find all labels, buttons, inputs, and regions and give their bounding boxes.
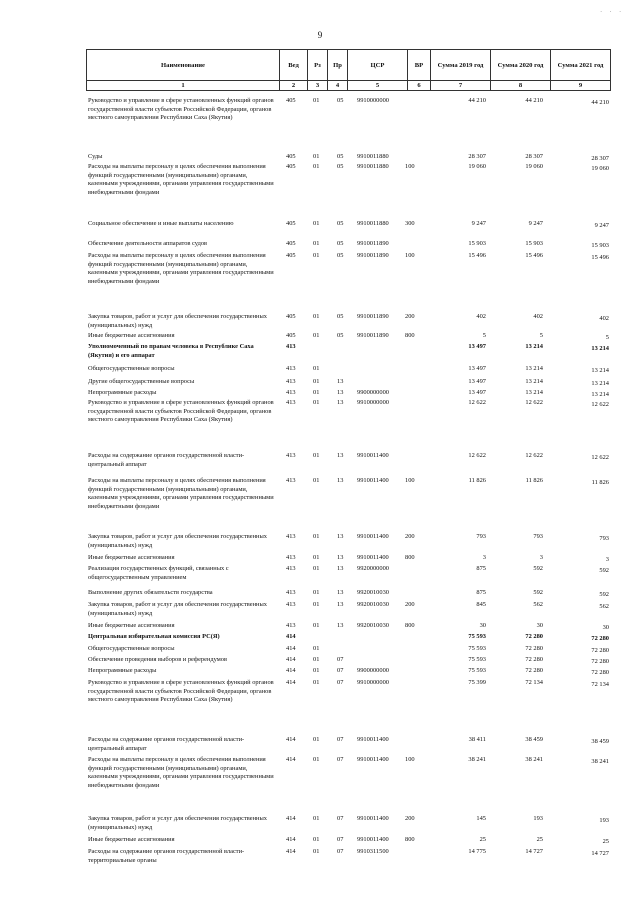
header-name: Наименование: [87, 50, 280, 81]
row-csr: 9900000000: [357, 667, 389, 674]
row-sum-2020: 30: [536, 622, 543, 629]
row-ved: 405: [286, 153, 296, 160]
row-ved: 414: [286, 836, 296, 843]
row-pr: 13: [337, 533, 344, 540]
row-name: Непрограммные расходы: [88, 389, 157, 396]
row-csr: 9910011890: [357, 313, 389, 320]
row-ved: 414: [286, 633, 296, 640]
row-sum-2020: 193: [533, 815, 543, 822]
row-rz: 01: [313, 622, 320, 629]
row-sum-2019: 15 903: [468, 240, 486, 247]
row-ved: 414: [286, 756, 296, 763]
row-ved: 413: [286, 622, 296, 629]
row-ved: 405: [286, 332, 296, 339]
row-sum-2021: 15 496: [591, 254, 609, 261]
row-ved: 405: [286, 240, 296, 247]
header-number: 1: [87, 81, 280, 91]
row-sum-2019: 28 307: [468, 153, 486, 160]
row-sum-2019: 75 593: [468, 656, 486, 663]
row-name: Общегосударственные вопросы: [88, 365, 175, 372]
row-sum-2021: 9 247: [594, 222, 609, 229]
row-sum-2019: 13 497: [468, 365, 486, 372]
row-sum-2019: 15 496: [468, 252, 486, 259]
row-ved: 405: [286, 252, 296, 259]
row-rz: 01: [313, 220, 320, 227]
row-ved: 413: [286, 389, 296, 396]
row-rz: 01: [313, 836, 320, 843]
row-csr: 9910011890: [357, 240, 389, 247]
row-sum-2021: 562: [599, 603, 609, 610]
row-sum-2021: 15 903: [591, 242, 609, 249]
row-sum-2021: 28 307: [591, 155, 609, 162]
row-pr: 07: [337, 656, 344, 663]
row-ved: 405: [286, 220, 296, 227]
row-sum-2021: 13 214: [591, 391, 609, 398]
header-ved: Вед: [280, 50, 308, 81]
row-pr: 13: [337, 399, 344, 406]
row-pr: 05: [337, 313, 344, 320]
row-name: Расходы на выплаты персоналу в целях обеспечения выполнения функций государственными (муниципальными) органами, казенными учреждениями, органами управления государственными внебюджетными фондами: [88, 756, 274, 789]
row-name: Расходы на выплаты персоналу в целях обеспечения выполнения функций государственными (муниципальными) органами, казенными учреждениями, органами управления государственными внебюджетными фондами: [88, 477, 274, 510]
row-ved: 413: [286, 601, 296, 608]
row-rz: 01: [313, 389, 320, 396]
row-sum-2019: 9 247: [471, 220, 486, 227]
row-pr: 05: [337, 332, 344, 339]
row-csr: 9920010030: [357, 622, 389, 629]
row-sum-2021: 38 241: [591, 758, 609, 765]
row-sum-2020: 72 280: [525, 633, 543, 640]
row-rz: 01: [313, 97, 320, 104]
row-vr: 100: [405, 477, 415, 484]
row-sum-2019: 875: [476, 589, 486, 596]
row-name: Расходы на содержание органов государственной власти- центральный аппарат: [88, 452, 245, 468]
header-number: 5: [348, 81, 408, 91]
row-sum-2020: 12 622: [525, 452, 543, 459]
row-sum-2019: 845: [476, 601, 486, 608]
row-pr: 07: [337, 736, 344, 743]
row-sum-2019: 793: [476, 533, 486, 540]
row-sum-2021: 72 280: [591, 669, 609, 676]
row-name: Обеспечение деятельности аппаратов судов: [88, 240, 208, 247]
row-sum-2021: 72 280: [591, 658, 609, 665]
row-name: Руководство и управление в сфере установленных функций органов государственной власти субъектов Российской Федерации, органов местного самоуправления Республики Саха (Якутия): [88, 97, 274, 122]
row-vr: 100: [405, 252, 415, 259]
row-pr: 07: [337, 679, 344, 686]
row-sum-2020: 793: [533, 533, 543, 540]
row-name: Иные бюджетные ассигнования: [88, 836, 175, 843]
header-number: 2: [280, 81, 308, 91]
row-sum-2021: 72 280: [591, 635, 609, 642]
row-rz: 01: [313, 240, 320, 247]
row-sum-2021: 13 214: [591, 380, 609, 387]
row-name: Выполнение других обязательств государства: [88, 589, 213, 596]
row-csr: 9910011400: [357, 815, 389, 822]
row-name: Расходы на содержание органов государственной власти- территориальные органы: [88, 848, 245, 864]
row-vr: 800: [405, 836, 415, 843]
row-pr: 07: [337, 815, 344, 822]
row-sum-2020: 19 060: [525, 163, 543, 170]
row-rz: 01: [313, 365, 320, 372]
row-pr: 05: [337, 240, 344, 247]
row-sum-2021: 44 210: [591, 99, 609, 106]
row-pr: 13: [337, 554, 344, 561]
row-sum-2020: 25: [536, 836, 543, 843]
header-sum-2021: Сумма 2021 год: [551, 50, 611, 81]
row-sum-2021: 72 280: [591, 647, 609, 654]
row-csr: 9910011400: [357, 452, 389, 459]
row-rz: 01: [313, 332, 320, 339]
row-csr: 9910011400: [357, 836, 389, 843]
row-rz: 01: [313, 477, 320, 484]
row-sum-2021: 19 060: [591, 165, 609, 172]
row-ved: 413: [286, 533, 296, 540]
row-pr: 05: [337, 252, 344, 259]
row-sum-2020: 592: [533, 565, 543, 572]
row-pr: 13: [337, 622, 344, 629]
row-sum-2019: 5: [482, 332, 486, 339]
row-name: Общегосударственные вопросы: [88, 645, 175, 652]
row-rz: 01: [313, 848, 320, 855]
row-sum-2020: 38 241: [525, 756, 543, 763]
row-pr: 05: [337, 220, 344, 227]
row-pr: 05: [337, 153, 344, 160]
header-number: 7: [431, 81, 491, 91]
row-ved: 413: [286, 365, 296, 372]
row-csr: 9920010030: [357, 589, 389, 596]
row-csr: 9910000000: [357, 399, 389, 406]
header-csr: ЦСР: [348, 50, 408, 81]
row-ved: 413: [286, 477, 296, 484]
row-ved: 414: [286, 656, 296, 663]
row-sum-2020: 72 280: [525, 656, 543, 663]
row-csr: 9910011890: [357, 252, 389, 259]
row-ved: 413: [286, 399, 296, 406]
row-sum-2019: 13 497: [468, 343, 486, 350]
row-sum-2019: 12 622: [468, 399, 486, 406]
row-pr: 13: [337, 389, 344, 396]
row-csr: 9920000000: [357, 565, 389, 572]
row-sum-2019: 13 497: [468, 389, 486, 396]
row-vr: 200: [405, 533, 415, 540]
row-name: Иные бюджетные ассигнования: [88, 554, 175, 561]
row-sum-2021: 592: [599, 591, 609, 598]
row-sum-2020: 562: [533, 601, 543, 608]
row-sum-2021: 193: [599, 817, 609, 824]
row-sum-2019: 75 399: [468, 679, 486, 686]
row-rz: 01: [313, 756, 320, 763]
row-sum-2021: 11 826: [591, 479, 609, 486]
row-sum-2019: 12 622: [468, 452, 486, 459]
row-name: Социальное обеспечение и иные выплаты населению: [88, 220, 234, 227]
row-name: Иные бюджетные ассигнования: [88, 622, 175, 629]
row-sum-2019: 145: [476, 815, 486, 822]
header-sum-2020: Сумма 2020 год: [491, 50, 551, 81]
row-pr: 13: [337, 565, 344, 572]
row-name: Закупка товаров, работ и услуг для обеспечения государственных (муниципальных) нужд: [88, 313, 267, 329]
header-number: 9: [551, 81, 611, 91]
row-sum-2020: 13 214: [525, 389, 543, 396]
row-rz: 01: [313, 554, 320, 561]
row-sum-2021: 3: [605, 556, 609, 563]
row-sum-2021: 13 214: [591, 345, 609, 352]
row-ved: 405: [286, 97, 296, 104]
row-vr: 200: [405, 313, 415, 320]
row-sum-2020: 38 459: [525, 736, 543, 743]
row-rz: 01: [313, 252, 320, 259]
row-pr: 13: [337, 477, 344, 484]
row-rz: 01: [313, 313, 320, 320]
row-sum-2019: 75 593: [468, 667, 486, 674]
row-sum-2020: 14 727: [525, 848, 543, 855]
header-vr: ВР: [408, 50, 431, 81]
row-sum-2021: 72 134: [591, 681, 609, 688]
row-sum-2020: 592: [533, 589, 543, 596]
row-vr: 800: [405, 332, 415, 339]
row-vr: 800: [405, 554, 415, 561]
row-sum-2021: 25: [602, 838, 609, 845]
row-ved: 413: [286, 589, 296, 596]
row-name: Иные бюджетные ассигнования: [88, 332, 175, 339]
row-sum-2021: 38 459: [591, 738, 609, 745]
row-name: Центральная избирательная комиссия РС(Я): [88, 633, 220, 640]
row-name: Расходы на содержание органов государственной власти- центральный аппарат: [88, 736, 245, 752]
row-sum-2020: 28 307: [525, 153, 543, 160]
row-csr: 9910000000: [357, 679, 389, 686]
row-ved: 413: [286, 452, 296, 459]
row-rz: 01: [313, 736, 320, 743]
header-number: 4: [328, 81, 348, 91]
row-sum-2020: 13 214: [525, 343, 543, 350]
row-sum-2019: 38 241: [468, 756, 486, 763]
row-sum-2020: 72 280: [525, 645, 543, 652]
row-sum-2019: 402: [476, 313, 486, 320]
row-sum-2020: 15 903: [525, 240, 543, 247]
row-pr: 05: [337, 97, 344, 104]
row-sum-2021: 14 727: [591, 850, 609, 857]
row-sum-2020: 13 214: [525, 378, 543, 385]
row-sum-2021: 793: [599, 535, 609, 542]
header-number: 6: [408, 81, 431, 91]
row-name: Закупка товаров, работ и услуг для обеспечения государственных (муниципальных) нужд: [88, 533, 267, 549]
header-rz: Рз: [308, 50, 328, 81]
row-pr: 13: [337, 589, 344, 596]
row-pr: 07: [337, 667, 344, 674]
row-sum-2020: 72 280: [525, 667, 543, 674]
row-vr: 100: [405, 756, 415, 763]
row-ved: 414: [286, 667, 296, 674]
row-sum-2020: 44 210: [525, 97, 543, 104]
row-rz: 01: [313, 163, 320, 170]
row-rz: 01: [313, 815, 320, 822]
row-ved: 414: [286, 736, 296, 743]
row-sum-2021: 12 622: [591, 401, 609, 408]
row-ved: 413: [286, 378, 296, 385]
row-csr: 9910011890: [357, 332, 389, 339]
header-number: 8: [491, 81, 551, 91]
row-pr: 13: [337, 378, 344, 385]
row-sum-2019: 14 775: [468, 848, 486, 855]
row-sum-2020: 11 826: [525, 477, 543, 484]
row-sum-2021: 13 214: [591, 367, 609, 374]
row-sum-2019: 75 593: [468, 633, 486, 640]
row-name: Руководство и управление в сфере установленных функций органов государственной власти субъектов Российской Федерации, органов местного самоуправления Республики Саха (Якутия): [88, 399, 274, 424]
row-rz: 01: [313, 601, 320, 608]
row-sum-2019: 44 210: [468, 97, 486, 104]
row-name: Суды: [88, 153, 103, 160]
row-name: Уполномоченный по правам человека в Республике Саха (Якутия) и его аппарат: [88, 343, 254, 359]
row-sum-2020: 3: [539, 554, 543, 561]
row-rz: 01: [313, 667, 320, 674]
row-ved: 414: [286, 679, 296, 686]
row-pr: 07: [337, 756, 344, 763]
corner-mark: . . .: [600, 6, 624, 14]
header-number: 3: [308, 81, 328, 91]
row-rz: 01: [313, 679, 320, 686]
row-csr: 9910011400: [357, 736, 389, 743]
row-name: Руководство и управление в сфере установленных функций органов государственной власти субъектов Российской Федерации, органов местного самоуправления Республики Саха (Якутия): [88, 679, 274, 704]
header-pr: Пр: [328, 50, 348, 81]
row-rz: 01: [313, 153, 320, 160]
row-sum-2019: 30: [479, 622, 486, 629]
row-name: Другие общегосударственные вопросы: [88, 378, 195, 385]
row-name: Расходы на выплаты персоналу в целях обеспечения выполнения функций государственными (муниципальными) органами, казенными учреждениями, органами управления государственными внебюджетными фондами: [88, 252, 274, 285]
row-name: Реализация государственных функций, связанных с общегосударственным управлением: [88, 565, 229, 581]
row-sum-2021: 5: [605, 334, 609, 341]
row-name: Закупка товаров, работ и услуг для обеспечения государственных (муниципальных) нужд: [88, 815, 267, 831]
row-csr: 9920010030: [357, 601, 389, 608]
row-csr: 9910311500: [357, 848, 389, 855]
header-sum-2019: Сумма 2019 год: [431, 50, 491, 81]
row-sum-2020: 402: [533, 313, 543, 320]
row-pr: 07: [337, 848, 344, 855]
row-csr: 9910011880: [357, 220, 389, 227]
row-csr: 9910000000: [357, 97, 389, 104]
row-sum-2021: 12 622: [591, 454, 609, 461]
row-csr: 9910011400: [357, 533, 389, 540]
row-rz: 01: [313, 452, 320, 459]
row-csr: 9910011880: [357, 163, 389, 170]
row-pr: 13: [337, 601, 344, 608]
row-sum-2021: 402: [599, 315, 609, 322]
row-sum-2019: 3: [482, 554, 486, 561]
row-csr: 9910011400: [357, 554, 389, 561]
row-vr: 200: [405, 815, 415, 822]
row-ved: 413: [286, 554, 296, 561]
row-csr: 9910011880: [357, 153, 389, 160]
row-vr: 100: [405, 163, 415, 170]
row-sum-2020: 13 214: [525, 365, 543, 372]
row-rz: 01: [313, 378, 320, 385]
row-pr: 05: [337, 163, 344, 170]
row-vr: 800: [405, 622, 415, 629]
row-rz: 01: [313, 645, 320, 652]
row-sum-2021: 30: [602, 624, 609, 631]
row-sum-2019: 19 060: [468, 163, 486, 170]
row-ved: 413: [286, 565, 296, 572]
row-sum-2019: 13 497: [468, 378, 486, 385]
row-rz: 01: [313, 399, 320, 406]
row-name: Расходы на выплаты персоналу в целях обеспечения выполнения функций государственными (муниципальными) органами, казенными учреждениями, органами управления государственными внебюджетными фондами: [88, 163, 274, 196]
row-csr: 9910011400: [357, 756, 389, 763]
row-sum-2019: 875: [476, 565, 486, 572]
row-sum-2019: 11 826: [468, 477, 486, 484]
row-pr: 13: [337, 452, 344, 459]
row-csr: 9910011400: [357, 477, 389, 484]
row-sum-2020: 72 134: [525, 679, 543, 686]
row-ved: 414: [286, 848, 296, 855]
row-rz: 01: [313, 533, 320, 540]
row-sum-2020: 5: [539, 332, 543, 339]
row-rz: 01: [313, 656, 320, 663]
row-ved: 405: [286, 163, 296, 170]
row-sum-2020: 12 622: [525, 399, 543, 406]
row-name: Закупка товаров, работ и услуг для обеспечения государственных (муниципальных) нужд: [88, 601, 267, 617]
row-vr: 200: [405, 601, 415, 608]
row-sum-2019: 25: [479, 836, 486, 843]
row-ved: 405: [286, 313, 296, 320]
row-sum-2020: 9 247: [528, 220, 543, 227]
row-ved: 414: [286, 815, 296, 822]
row-name: Непрограммные расходы: [88, 667, 157, 674]
row-ved: 414: [286, 645, 296, 652]
row-pr: 07: [337, 836, 344, 843]
row-rz: 01: [313, 589, 320, 596]
row-sum-2019: 75 593: [468, 645, 486, 652]
row-sum-2020: 15 496: [525, 252, 543, 259]
row-rz: 01: [313, 565, 320, 572]
row-vr: 300: [405, 220, 415, 227]
page-number: 9: [317, 30, 323, 40]
row-sum-2021: 592: [599, 567, 609, 574]
row-sum-2019: 38 411: [468, 736, 486, 743]
row-ved: 413: [286, 343, 296, 350]
row-csr: 9900000000: [357, 389, 389, 396]
row-name: Обеспечение проведения выборов и референдумов: [88, 656, 227, 663]
